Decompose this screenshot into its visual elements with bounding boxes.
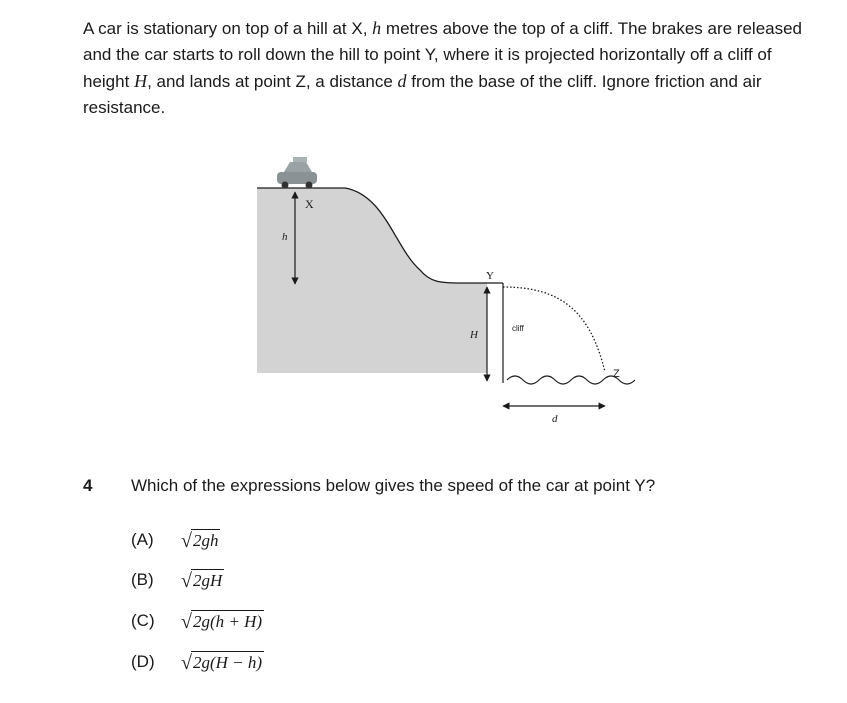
label-h: h	[282, 231, 288, 243]
label-cliff: cliff	[512, 324, 524, 333]
label-d: d	[552, 413, 558, 425]
option-c[interactable]	[131, 606, 264, 636]
car-icon	[277, 157, 317, 189]
option-c-expression	[181, 610, 264, 632]
option-d-radicand: 2g(H − h)	[192, 653, 263, 672]
sqrt-icon: √	[181, 611, 192, 633]
math-var-h: h	[372, 18, 382, 38]
label-Y: Y	[486, 270, 494, 282]
math-var-H: H	[134, 71, 148, 91]
intro-text-2: metres above the top of a cliff. The brakes are released and the car starts to roll down the hill to point Y, where it is projected horizontally off a cliff of height	[83, 19, 803, 91]
hill-cliff-diagram	[250, 145, 650, 435]
option-d[interactable]	[131, 647, 264, 677]
intro-paragraph	[83, 15, 813, 121]
option-d-label: (D)	[131, 652, 155, 671]
label-Z: Z	[613, 368, 620, 380]
math-var-d: d	[397, 71, 407, 91]
option-b-label: (B)	[131, 570, 154, 589]
option-a-expression	[181, 529, 220, 551]
sqrt-icon: √	[181, 652, 192, 674]
option-b[interactable]	[131, 565, 224, 595]
option-b-expression	[181, 569, 224, 591]
label-H: H	[470, 329, 478, 341]
option-a-radicand: 2gh	[192, 531, 219, 550]
question-text: Which of the expressions below gives the speed of the car at point Y?	[131, 476, 656, 495]
sqrt-icon: √	[181, 530, 192, 552]
intro-text-3: , and lands at point Z, a distance	[147, 72, 393, 91]
question-number: 4	[83, 476, 93, 495]
intro-text-4: from the base of the cliff. Ignore friction and air resistance.	[83, 72, 762, 117]
option-c-label: (C)	[131, 611, 155, 630]
option-c-radicand: 2g(h + H)	[192, 612, 263, 631]
intro-text-1: A car is stationary on top of a hill at X,	[83, 19, 368, 38]
sqrt-icon: √	[181, 570, 192, 592]
option-b-radicand: 2gH	[192, 571, 223, 590]
label-X: X	[305, 197, 314, 211]
hill-ground	[257, 188, 487, 373]
option-d-expression	[181, 651, 264, 673]
option-a[interactable]	[131, 525, 220, 555]
option-a-label: (A)	[131, 530, 154, 549]
